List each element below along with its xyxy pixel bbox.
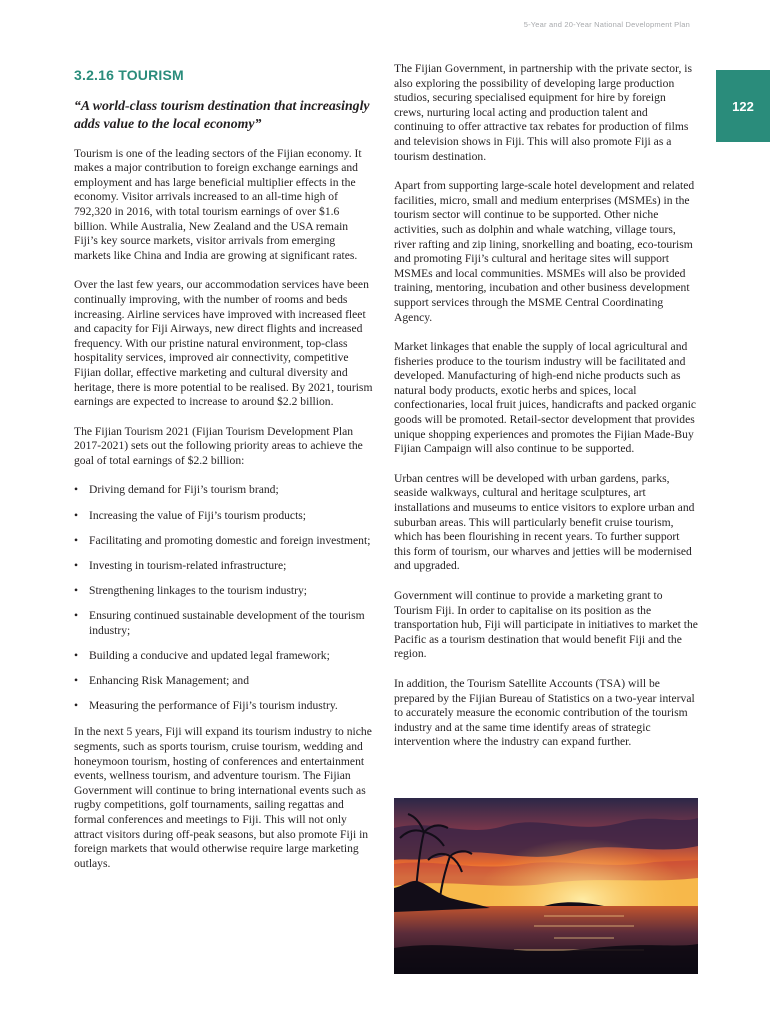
sunset-illustration	[394, 798, 698, 974]
page-number: 122	[732, 98, 754, 114]
right-column	[394, 62, 698, 765]
priority-list-item: • Enhancing Risk Management; and	[74, 674, 374, 689]
priority-list-item: • Measuring the performance of Fiji’s tourism industry.	[74, 699, 374, 714]
priority-list-item: • Increasing the value of Fiji’s tourism products;	[74, 509, 374, 524]
section-tagline: “A world-class tourism destination that increasingly adds value to the local economy”	[74, 97, 370, 131]
priority-list	[74, 483, 374, 713]
body-paragraph: Over the last few years, our accommodation services have been continually improving, with the number of rooms and beds increasing. Airline services have improved with increased fleet and capacity for Fiji Airways, new direct flights and increased frequency. With our pristine natural environment, top-class hospitality services, improved air connectivity, competitive Fijian dollar, effective marketing and cultural diversity and heritage, there is more potential to be realised. By 2021, tourism earnings are expected to increase to around $2.2 billion.	[74, 278, 373, 409]
priority-list-item: • Investing in tourism-related infrastructure;	[74, 559, 374, 574]
section-heading: 3.2.16 TOURISM	[74, 67, 184, 83]
body-paragraph: In addition, the Tourism Satellite Accounts (TSA) will be prepared by the Fijian Bureau of Statistics on a two-year interval to accurately measure the economic contribution of the tourism industry and at the same time identify areas of strategic intervention where the industry can expand further.	[394, 676, 695, 749]
body-paragraph: Apart from supporting large-scale hotel development and related facilities, micro, small and medium enterprises (MSMEs) in the tourism sector will continue to be supported. Other niche activities, such as dolphin and whale watching, village tours, river rafting and zip lining, snorkelling and boating, eco-tourism and promoting Fiji’s cultural and heritage sites will support MSMEs and local communities. MSMEs will also be provided training, mentoring, incubation and other business development support services through the MSME Central Coordinating Agency.	[394, 179, 695, 324]
body-paragraph: Market linkages that enable the supply of local agricultural and fisheries produce to the tourism industry will be facilitated and developed. Manufacturing of high-end niche products such as natural body products, exotic herbs and spices, local confectionaries, local fruit juices, handicrafts and packed organic goods will be promoted. Retail-sector development that provides unique shopping experiences and promotes the Fijian Made-Buy Fijian Campaign will also continue to be supported.	[394, 340, 697, 456]
body-paragraph: In the next 5 years, Fiji will expand its tourism industry to niche segments, such as sports tourism, cruise tourism, wedding and honeymoon tourism, hosting of conferences and entertainment events, wellness tourism, and adventure tourism. The Fijian Government will continue to bring international events such as rugby competitions, golf tournaments, sailing regattas and formal conferences and meetings to Fiji. This will not only attract visitors during off-peak seasons, but also promote Fiji in foreign markets that would otherwise require large marketing outlays.	[74, 725, 372, 870]
body-paragraph: Government will continue to provide a marketing grant to Tourism Fiji. In order to capitalise on its position as the transportation hub, Fiji will participate in initiatives to market the Pacific as a tourism destination that would benefit Fiji and the region.	[394, 589, 698, 661]
priority-list-item: • Driving demand for Fiji’s tourism brand;	[74, 483, 374, 498]
priority-list-item: • Facilitating and promoting domestic and foreign investment;	[74, 534, 374, 549]
sunset-photo	[394, 798, 698, 974]
priority-list-item: • Strengthening linkages to the tourism industry;	[74, 584, 374, 599]
running-header: 5-Year and 20-Year National Development Plan	[523, 20, 690, 29]
priority-list-item: • Ensuring continued sustainable development of the tourism industry;	[74, 609, 374, 638]
body-paragraph: The Fijian Government, in partnership with the private sector, is also exploring the possibility of developing large production studios, securing specialised equipment for hire by foreign crews, nurturing local acting and production talent and continuing to offer attractive tax rebates for production of films and television shows in Fiji. This will also promote Fiji as a tourism destination.	[394, 62, 693, 163]
body-paragraph: Tourism is one of the leading sectors of the Fijian economy. It makes a major contribution to foreign exchange earnings and employment and has large beneficial multiplier effects in the economy. Visitor arrivals increased to an all-time high of 792,320 in 2016, with total tourism earnings of over $1.6 billion. While Australia, New Zealand and the USA remain Fiji’s key source markets, visitor arrivals from emerging markets like China and India are growing at significant rates.	[74, 146, 362, 262]
body-paragraph: The Fijian Tourism 2021 (Fijian Tourism Development Plan 2017-2021) sets out the following priority areas to achieve the goal of total earnings of $2.2 billion:	[74, 424, 363, 467]
priority-list-item: • Building a conducive and updated legal framework;	[74, 649, 374, 664]
left-column	[74, 62, 374, 886]
page-number-tab	[716, 70, 770, 142]
body-paragraph: Urban centres will be developed with urban gardens, parks, seaside walkways, cultural and heritage sculptures, art installations and museums to entice visitors to explore urban and suburban areas. This will particularly benefit cruise tourism, which has been flourishing in recent years. To further support this form of tourism, our wharves and jetties will be modernised and upgraded.	[394, 471, 695, 573]
